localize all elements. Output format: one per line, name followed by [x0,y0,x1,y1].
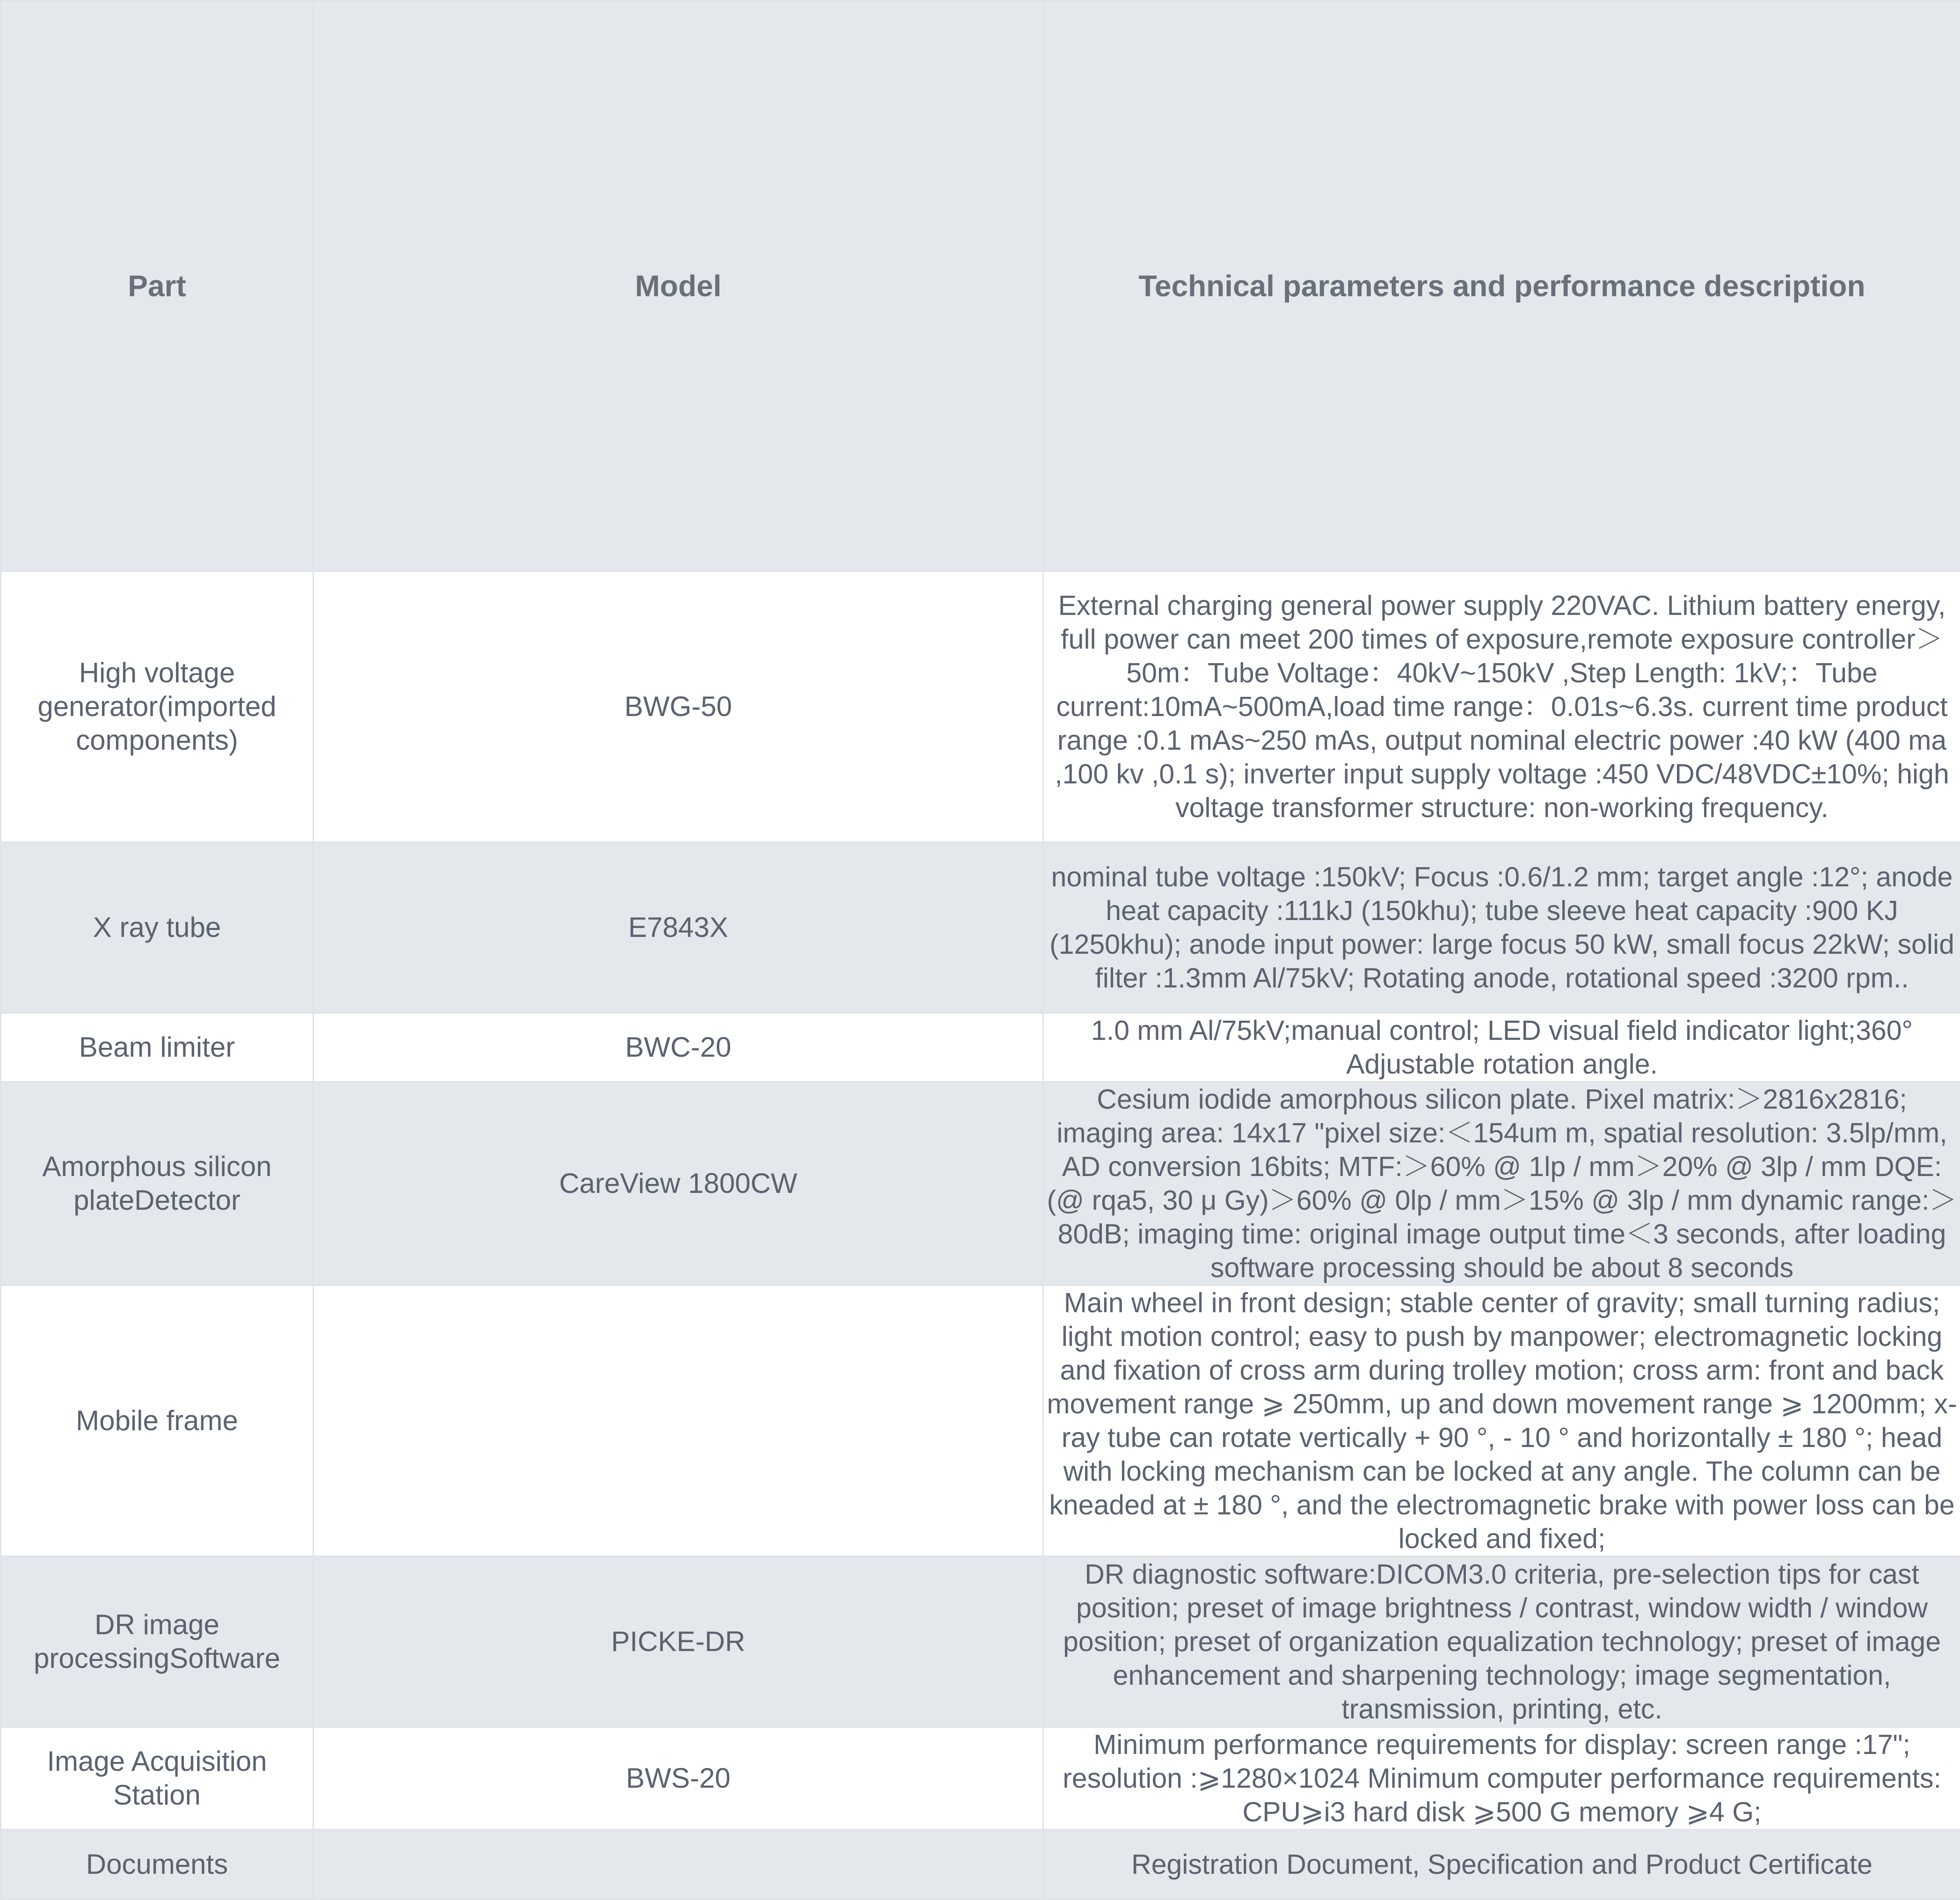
table-row [1,1013,1960,1082]
cell-description: External charging general power supply 220VAC. Lithium battery energy, full power can meet 200 times of exposure,remote exposure controller＞50m：Tube Voltage：40kV~150kV ,Step Length: 1kV;：Tube current:10mA~500mA,load time range：0.01s~6.3s. current time product range :0.1 mAs~250 mAs, output nominal electric power :40 kW (400 ma ,100 kv ,0.1 s); inverter input supply voltage :450 VDC/48VDC±10%; high voltage transformer structure: non-working frequency. [1043,571,1960,842]
table-header-row [1,1,1960,571]
cell-part: Image Acquisition Station [1,1727,313,1830]
cell-model: PICKE-DR [313,1557,1043,1727]
cell-description: DR diagnostic software:DICOM3.0 criteria, pre-selection tips for cast position; preset of image brightness / contrast, window width / window position; preset of organization equalization technology; preset of image enhancement and sharpening technology; image segmentation, transmission, printing, etc. [1043,1557,1960,1727]
table-row [1,1557,1960,1727]
table-row [1,1830,1960,1900]
cell-model: CareView 1800CW [313,1082,1043,1286]
table-row [1,571,1960,842]
cell-part: Beam limiter [1,1013,313,1082]
table-row [1,842,1960,1013]
cell-description: Minimum performance requirements for display: screen range :17"; resolution :⩾1280×1024 Minimum computer performance requirements: CPU⩾i3 hard disk ⩾500 G memory ⩾4 G; [1043,1727,1960,1830]
cell-part: X ray tube [1,842,313,1013]
header-part: Part [1,1,313,571]
cell-description: Main wheel in front design; stable center of gravity; small turning radius; light motion control; easy to push by manpower; electromagnetic locking and fixation of cross arm during trolley motion; cross arm: front and back movement range ⩾ 250mm, up and down movement range ⩾ 1200mm; x-ray tube can rotate vertically + 90 °, - 10 ° and horizontally ± 180 °; head with locking mechanism can be locked at any angle. The column can be kneaded at ± 180 °, and the electromagnetic brake with power loss can be locked and fixed; [1043,1286,1960,1557]
cell-description: nominal tube voltage :150kV; Focus :0.6/1.2 mm; target angle :12°; anode heat capacity :111kJ (150khu); tube sleeve heat capacity :900 KJ (1250khu); anode input power: large focus 50 kW, small focus 22kW; solid filter :1.3mm Al/75kV; Rotating anode, rotational speed :3200 rpm.. [1043,842,1960,1013]
cell-part: Mobile frame [1,1286,313,1557]
cell-model [313,1286,1043,1557]
cell-part: High voltage generator(imported components) [1,571,313,842]
cell-model: BWS-20 [313,1727,1043,1830]
cell-part: Documents [1,1830,313,1900]
cell-model: BWC-20 [313,1013,1043,1082]
cell-model: BWG-50 [313,571,1043,842]
table-row [1,1727,1960,1830]
cell-description: 1.0 mm Al/75kV;manual control; LED visual field indicator light;360° Adjustable rotation angle. [1043,1013,1960,1082]
cell-description: Cesium iodide amorphous silicon plate. Pixel matrix:＞2816x2816; imaging area: 14x17 "pixel size:＜154um m, spatial resolution: 3.5lp/mm, AD conversion 16bits; MTF:＞60% @ 1lp / mm＞20% @ 3lp / mm DQE: (@ rqa5, 30 μ Gy)＞60% @ 0lp / mm＞15% @ 3lp / mm dynamic range:＞80dB; imaging time: original image output time＜3 seconds, after loading software processing should be about 8 seconds [1043,1082,1960,1286]
table-row [1,1082,1960,1286]
table-row [1,1286,1960,1557]
cell-part: DR image processingSoftware [1,1557,313,1727]
cell-model [313,1830,1043,1900]
cell-description: Registration Document, Specification and Product Certificate [1043,1830,1960,1900]
header-model: Model [313,1,1043,571]
cell-part: Amorphous silicon plateDetector [1,1082,313,1286]
cell-model: E7843X [313,842,1043,1013]
header-description: Technical parameters and performance description [1043,1,1960,571]
